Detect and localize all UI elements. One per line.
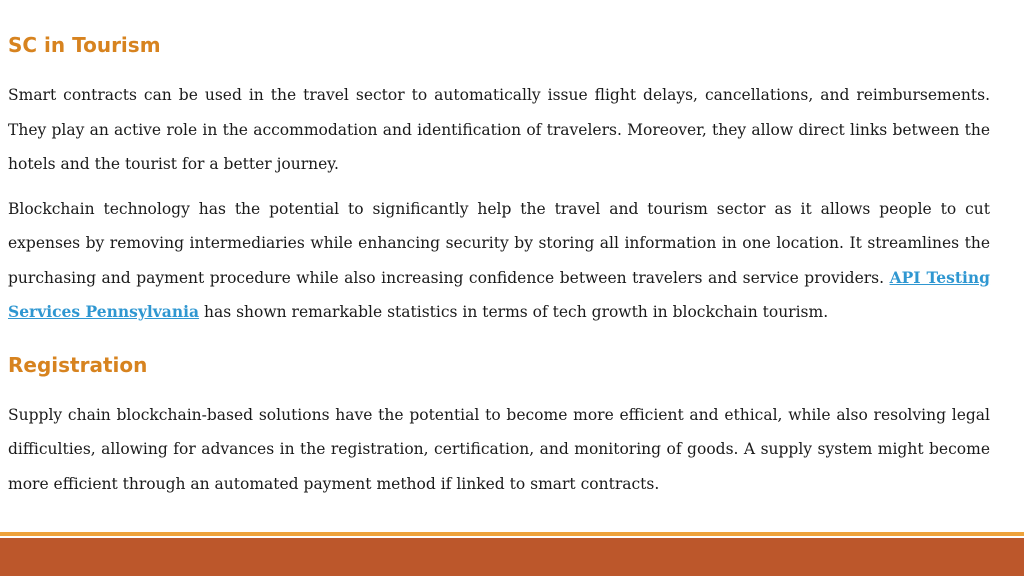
slide-content: [8, 28, 990, 501]
paragraph-text-after-link: has shown remarkable statistics in terms of tech growth in blockchain tourism.: [199, 303, 829, 321]
section-heading-registration: Registration: [8, 352, 148, 377]
paragraph-supply-chain: Supply chain blockchain-based solutions have the potential to become more efficient and ethical, while also resolving legal difficulties, allowing for advances in the registration, certification, and monitoring of goods. A supply system might become more efficient through an automated payment method if linked to smart contracts.: [8, 405, 990, 493]
api-testing-services-link[interactable]: API Testing Services Pennsylvania: [8, 267, 991, 321]
paragraph-text-before-link: Blockchain technology has the potential to significantly help the travel and tourism sector as it allows people to cut expenses by removing intermediaries while enhancing security by storing all information in one location. It streamlines the purchasing and payment procedure while also increasing confidence between travelers and service providers.: [8, 199, 990, 287]
paragraph-smart-contracts: Smart contracts can be used in the travel sector to automatically issue flight delays, cancellations, and reimbursements. They play an active role in the accommodation and identification of travelers. Moreover, they allow direct links between the hotels and the tourist for a better journey.: [8, 86, 990, 173]
footer-accent-line: [0, 532, 1024, 536]
footer-bar: [0, 538, 1024, 576]
section-heading-sc-in-tourism: SC in Tourism: [8, 33, 161, 57]
paragraph-blockchain-technology: [8, 192, 990, 330]
